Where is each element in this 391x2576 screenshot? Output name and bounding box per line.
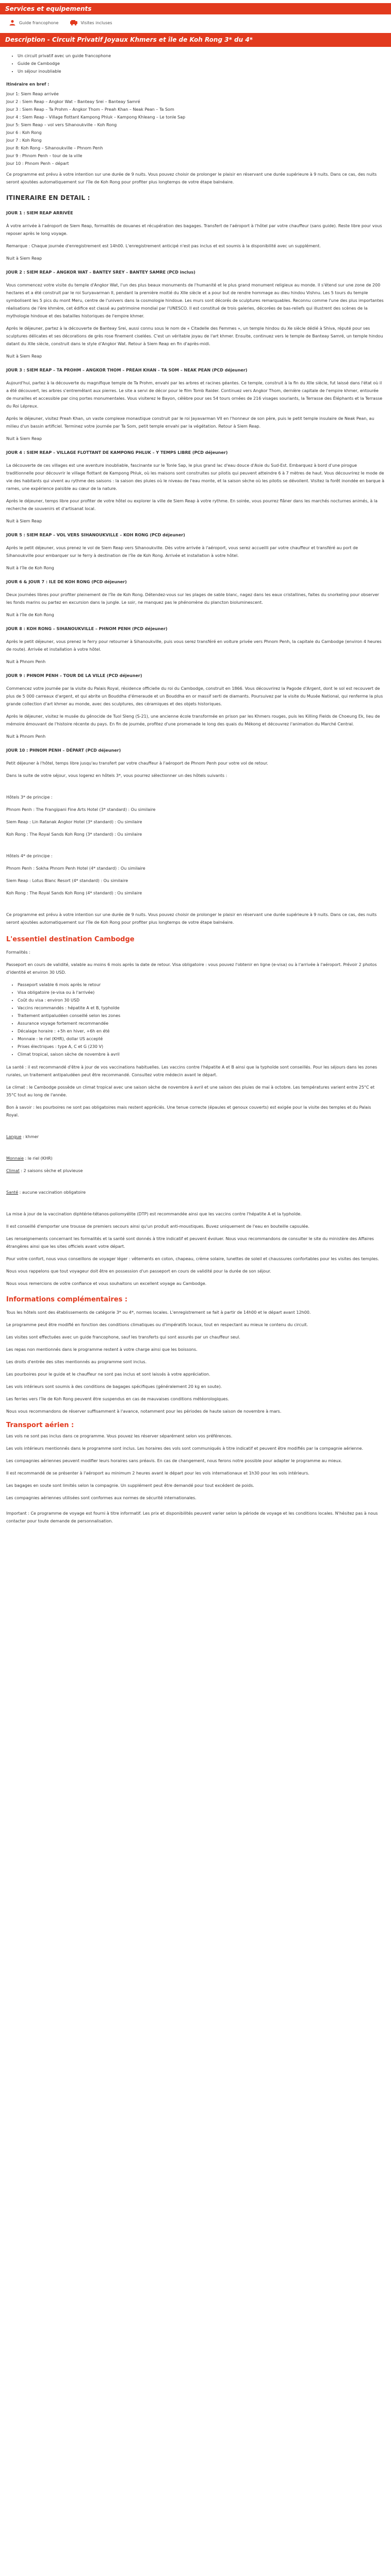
included-guide xyxy=(8,19,58,27)
essential-item: • Prises électriques : type A, C et G (230 V) xyxy=(18,1043,385,1050)
essential-list xyxy=(6,981,385,1058)
info-paragraph: Nous vous rappelons que tout voyageur doit être en possession d'un passeport en cours de validité pour la durée de son séjour. xyxy=(6,1269,271,1274)
day-title: JOUR 4 : SIEM REAP – VILLAGE FLOTTANT DE KAMPONG PHLUK – Y TEMPS LIBRE (PCD déjeuner) xyxy=(6,450,228,455)
services-title-bar xyxy=(0,3,391,14)
day-title: JOUR 3 : SIEM REAP – TA PROHM – ANGKOR THOM – PREAH KHAN – TA SOM – NEAK PEAN (PCD déjeuner) xyxy=(6,368,248,372)
transport-paragraph: Les compagnies aériennes utilisées sont conformes aux normes de sécurité internationales. xyxy=(6,1496,197,1500)
day-title: JOUR 1 : SIEM REAP ARRIVÉE xyxy=(6,211,73,215)
day-title: JOUR 6 & JOUR 7 : ILE DE KOH RONG (PCD déjeuner) xyxy=(6,580,127,584)
itinerary-brief-list xyxy=(6,90,385,167)
itinerary-brief-item: Jour 10 : Phnom Penh – départ xyxy=(6,161,69,166)
essential-item: • Passeport valable 6 mois après le retour xyxy=(18,981,385,989)
essential-paragraph: Passeport en cours de validité, valable au moins 6 mois après la date de retour. Visa obligatoire : vous pouvez l'obtenir en ligne (e-visa) ou à l'arrivée à l'aéroport. Prévoir 2 photos d'identité et environ 30 USD. xyxy=(6,962,377,975)
hotel-line: Koh Rong : The Royal Sands Koh Rong (4* standard) : Ou similaire xyxy=(6,891,142,895)
itinerary-brief-item: Jour 4 : Siem Reap – Village flottant Kampong Phluk – Kampong Khleang – Le tonle Sap xyxy=(6,115,186,120)
itinerary-brief-item: Jour 9 : Phnom Penh – tour de la ville xyxy=(6,154,83,158)
day-night: Nuit à Siem Reap xyxy=(6,519,42,523)
essential-item: • Assurance voyage fortement recommandée xyxy=(18,1020,385,1027)
day-paragraph: Vous commencez votre visite du temple d'Angkor Wat, l'un des plus beaux monuments de l'humanité et le plus grand monument religieux au monde. Il s'étend sur une zone de 200 hectares et a été construit par le roi Suryavarman II, pendant la première moitié du XIIe siècle et a pour but de rendre hommage au dieu hindou Vishnu. Les 5 tours du temple symbolisent les 5 pics du mont Meru, centre de l'univers dans la cosmologie hindoue. Les murs sont décorés de sculptures remarquables. Reconnu comme l'une des plus importantes réalisations de l'ère khmère, cet édifice est classé au patrimoine mondial par l'UNESCO. Il est constitué de trois galeries, décorées de bas-reliefs qui illustrent des scènes de la mythologie hindoue et des batailles historiques de l'empire khmer. xyxy=(6,283,384,318)
info-paragraph: Les vols intérieurs sont soumis à des conditions de bagages spécifiques (généralement 20 kg en soute). xyxy=(6,1384,222,1389)
kv-value: aucune vaccination obligatoire xyxy=(22,1190,86,1195)
day-night: Nuit à Phnom Penh xyxy=(6,659,46,664)
essential-item: • Vaccins recommandés : hépatite A et B, typhoïde xyxy=(18,1004,385,1012)
info-paragraph: Nous vous recommandons de réserver suffisamment à l'avance, notamment pour les périodes de haute saison de novembre à mars. xyxy=(6,1409,282,1414)
info-title: Informations complémentaires : xyxy=(6,1296,128,1303)
info-paragraph: Les droits d'entrée des sites mentionnés au programme sont inclus. xyxy=(6,1360,147,1364)
itinerary-brief-title: Itinéraire en bref : xyxy=(6,82,50,87)
day-paragraph: Après le déjeuner, temps libre pour profiter de votre hôtel ou explorer la ville de Siem Reap à votre rythme. En soirée, vous pourrez flâner dans les marchés nocturnes animés, à la recherche de souvenirs et d'artisanat local. xyxy=(6,499,378,511)
transport-paragraph: Les compagnies aériennes peuvent modifier leurs horaires sans préavis. En cas de changement, nous ferons notre possible pour adapter le programme au mieux. xyxy=(6,1459,343,1463)
hotels-4-title: Hôtels 4* de principe : xyxy=(6,854,53,858)
transport-paragraph: Les vols ne sont pas inclus dans ce programme. Vous pouvez les réserver séparément selon vos préférences. xyxy=(6,1434,233,1438)
info-paragraph: Pour votre confort, nous vous conseillons de voyager léger : vêtements en coton, chapeau, crème solaire, lunettes de soleil et chaussures confortables pour les visites des temples. xyxy=(6,1257,379,1261)
kv-monnaie: Monnaie : le riel (KHR) xyxy=(6,1156,53,1161)
day-1 xyxy=(6,209,385,262)
day-title: JOUR 8 : KOH RONG – SIHANOUKVILLE – PHNOM PENH (PCD déjeuner) xyxy=(6,626,168,631)
footer-note: Important : Ce programme de voyage est fourni à titre informatif. Les prix et disponibilités peuvent varier selon la période de voyage et les conditions locales. N'hésitez pas à nous contacter pour toute demande de personnalisation. xyxy=(6,1511,378,1523)
vehicle-icon xyxy=(70,20,78,26)
description-title-bar xyxy=(0,33,391,47)
kv-key: Santé xyxy=(6,1190,19,1195)
info-paragraph: Les pourboires pour le guide et le chauffeur ne sont pas inclus et sont laissés à votre appréciation. xyxy=(6,1372,210,1377)
itinerary-brief-item: Jour 5: Siem Reap – vol vers Sihanoukville – Koh Rong xyxy=(6,123,117,127)
outro-paragraph: Ce programme est prévu à votre intention sur une durée de 9 nuits. Vous pouvez choisir de prolonger le plaisir en réservant une durée supérieure à 9 nuits. Dans ce cas, des nuits seront ajoutées automatiquement sur l'île de Koh Rong pour profiter plus longtemps de votre étape balnéaire. xyxy=(6,912,377,925)
intro-paragraph: Ce programme est prévu à votre intention sur une durée de 9 nuits. Vous pouvez choisir de prolonger le plaisir en réservant une durée supérieure à 9 nuits. Dans ce cas, des nuits seront ajoutées automatiquement sur l'île de Koh Rong pour profiter plus longtemps de votre étape balnéaire. xyxy=(6,172,377,184)
essential-item: • Climat tropical, saison sèche de novembre à avril xyxy=(18,1050,385,1058)
day-paragraph: Petit déjeuner à l'hôtel, temps libre jusqu'au transfert par votre chauffeur à l'aéroport de Phnom Penh pour votre vol de retour. xyxy=(6,761,268,766)
hotels-3-block xyxy=(6,793,385,838)
essential-title: L'essentiel destination Cambodge xyxy=(6,936,135,943)
info-paragraph: Il est conseillé d'emporter une trousse de premiers secours ainsi qu'un produit anti-moustiques. Buvez uniquement de l'eau en bouteille capsulée. xyxy=(6,1224,309,1229)
hotels-3-title: Hôtels 3* de principe : xyxy=(6,795,53,800)
day-paragraph: Après le déjeuner, visitez le musée du génocide de Tuol Sleng (S-21), une ancienne école transformée en prison par les Khmers rouges, puis les Killing Fields de Choeung Ek, lieu de mémoire émouvant de l'histoire récente du pays. En fin de journée, profitez d'une promenade le long des quais du Mékong et découvrez l'animation du Marché Central. xyxy=(6,714,380,726)
itinerary-brief-item: Jour 1: Siem Reap arrivée xyxy=(6,92,59,96)
hotel-line: Siem Reap : Lin Ratanak Angkor Hotel (3* standard) : Ou similaire xyxy=(6,820,142,824)
included-visits-label: Visites incluses xyxy=(80,20,112,25)
essential-item: • Coût du visa : environ 30 USD xyxy=(18,996,385,1004)
day-paragraph: Aujourd'hui, partez à la découverte du magnifique temple de Ta Prohm, envahi par les arbres et racines géantes. Ce temple, construit à la fin du XIIe siècle, fut laissé dans l'état où il a été découvert, les arbres s'entremêlant aux pierres. Le site a servi de décor pour le film Tomb Raider. Continuez vers Angkor Thom, dernière capitale de l'empire khmer, entourée de murailles et accessible par cinq portes monumentales. Vous visiterez le Bayon, célèbre pour ses 54 tours ornées de 216 visages souriants, la Terrasse des Éléphants et la Terrasse du Roi Lépreux. xyxy=(6,381,383,409)
included-visits xyxy=(70,19,112,27)
essential-paragraph: La santé : il est recommandé d'être à jour de vos vaccinations habituelles. Les vaccins contre l'hépatite A et B ainsi que la typhoïde sont conseillés. Pour les séjours dans les zones rurales, un traitement antipaludéen peut être recommandé. Consultez votre médecin avant le départ. xyxy=(6,1065,378,1077)
day-night: Nuit à Phnom Penh xyxy=(6,734,46,739)
info-paragraph: Tous les hôtels sont des établissements de catégorie 3* ou 4*, normes locales. L'enregistrement se fait à partir de 14h00 et le départ avant 12h00. xyxy=(6,1310,311,1315)
essential-item: • Monnaie : le riel (KHR), dollar US accepté xyxy=(18,1035,385,1043)
itinerary-brief-item: Jour 2 : Siem Reap – Angkor Wat – Banteay Srei – Banteay Samré xyxy=(6,99,140,104)
info-paragraph: Nous vous remercions de votre confiance et vous souhaitons un excellent voyage au Cambodge. xyxy=(6,1281,207,1286)
hotel-line: Siem Reap : Lotus Blanc Resort (4* standard) : Ou similaire xyxy=(6,878,128,883)
essential-item: • Visa obligatoire (e-visa ou à l'arrivée) xyxy=(18,989,385,996)
essential-item: • Traitement antipaludéen conseillé selon les zones xyxy=(18,1012,385,1020)
transport-paragraph: Les vols intérieurs mentionnés dans le programme sont inclus. Les horaires des vols sont communiqués à titre indicatif et peuvent être modifiés par la compagnie aérienne. xyxy=(6,1446,364,1451)
highlight-item: • Guide de Cambodge xyxy=(18,60,385,67)
kv-climat: Climat : 2 saisons sèche et pluvieuse xyxy=(6,1168,83,1173)
kv-value: khmer xyxy=(25,1134,39,1139)
essential-paragraph: Le climat : le Cambodge possède un climat tropical avec une saison sèche de novembre à avril et une saison des pluies de mai à octobre. Les températures varient entre 25°C et 35°C tout au long de l'année. xyxy=(6,1085,374,1097)
included-guide-label: Guide francophone xyxy=(19,20,59,25)
included-services xyxy=(0,14,391,31)
day-title: JOUR 5 : SIEM REAP – VOL VERS SIHANOUKVILLE – KOH RONG (PCD déjeuner) xyxy=(6,533,185,537)
highlight-item: • Un circuit privatif avec un guide francophone xyxy=(18,52,385,60)
day-paragraph: Après le petit déjeuner, vous prenez le vol de Siem Reap vers Sihanoukville. Dès votre arrivée à l'aéroport, vous serez accueilli par votre chauffeur et transféré au port de Sihanoukville pour embarquer sur le ferry à destination de l'île de Koh Rong. Arrivée et installation à votre hôtel. xyxy=(6,546,358,558)
info-paragraph: La mise à jour de la vaccination diphtérie-tétanos-poliomyélite (DTP) est recommandée ainsi que les vaccins contre l'hépatite A et la typhoïde. xyxy=(6,1212,302,1216)
highlight-item: • Un séjour inoubliable xyxy=(18,67,385,75)
essential-paragraph: Bon à savoir : les pourboires ne sont pas obligatoires mais restent appréciés. Une tenue correcte (épaules et genoux couverts) est exigée pour la visite des temples et du Palais Royal. xyxy=(6,1105,371,1117)
description-title: Description - Circuit Privatif Joyaux Khmers et île de Koh Rong 3* du 4* xyxy=(5,36,253,43)
day-paragraph: Deux journées libres pour profiter pleinement de l'île de Koh Rong. Détendez-vous sur les plages de sable blanc, nagez dans les eaux cristallines, faites du snorkeling pour observer les fonds marins ou partez en excursion dans la jungle. Le soir, ne manquez pas le phénomène du plancton bioluminescent. xyxy=(6,592,379,605)
day-3 xyxy=(6,366,385,443)
info-paragraph: Les renseignements concernant les formalités et la santé sont donnés à titre indicatif et peuvent évoluer. Nous vous recommandons de consulter le site du ministère des Affaires étrangères ainsi que les sites officiels avant votre départ. xyxy=(6,1236,374,1249)
guide-icon xyxy=(8,20,17,26)
itinerary-detail-title: ITINERAIRE EN DETAIL : xyxy=(6,194,90,201)
kv-key: Monnaie xyxy=(6,1156,24,1161)
day-paragraph: La découverte de ces villages est une aventure inoubliable, fascinante sur le Tonle Sap, le plus grand lac d'eau douce d'Asie du Sud-Est. Embarquez à bord d'une pirogue traditionnelle pour découvrir le village flottant de Kampong Phluk, où les maisons sont construites sur pilotis qui peuvent atteindre 6 à 7 mètres de haut. Vous découvrirez le mode de vie des habitants qui vivent au rythme des saisons : la saison des pluies où le niveau de l'eau monte, et la saison sèche où les pilotis se dévoilent. Visitez la forêt inondée en barque à rames, une expérience paisible au cœur de la nature. xyxy=(6,463,385,491)
day-paragraph: À votre arrivée à l'aéroport de Siem Reap, formalités de douanes et récupération des bagages. Transfert de l'aéroport à l'hôtel par votre chauffeur (sans guide). Reste libre pour vous reposer après le long voyage. xyxy=(6,224,382,236)
kv-key: Climat xyxy=(6,1168,20,1173)
day-paragraph: Après le déjeuner, partez à la découverte de Banteay Srei, aussi connu sous le nom de « Citadelle des Femmes », un temple hindou du Xe siècle dédié à Shiva, réputé pour ses sculptures délicates et ses décorations de grès rose finement ciselées. C'est un véritable joyau de l'art khmer. Ensuite, continuez vers le temple de Banteay Samré, un temple hindou datant du XIIe siècle, construit dans le style d'Angkor Wat. Retour à Siem Reap en fin d'après-midi. xyxy=(6,326,383,346)
hotel-line: Phnom Penh : Sokha Phnom Penh Hotel (4* standard) : Ou similaire xyxy=(6,866,145,871)
day-paragraph: Commencez votre journée par la visite du Palais Royal, résidence officielle du roi du Cambodge, construit en 1866. Vous découvrirez la Pagode d'Argent, dont le sol est recouvert de plus de 5 000 carreaux d'argent, et qui abrite un Bouddha d'émeraude et un Bouddha en or massif serti de diamants. Poursuivez par la visite du Musée National, qui renferme la plus grande collection d'art khmer au monde, avec des sculptures, des céramiques et des objets historiques. xyxy=(6,686,383,706)
day-5 xyxy=(6,531,385,572)
transport-paragraph: Les bagages en soute sont limités selon la compagnie. Un supplément peut être demandé pour tout excédent de poids. xyxy=(6,1483,254,1488)
services-title: Services et equipements xyxy=(5,5,92,12)
hotel-line: Koh Rong : The Royal Sands Koh Rong (3* standard) : Ou similaire xyxy=(6,832,142,837)
info-paragraph: Les repas non mentionnés dans le programme restent à votre charge ainsi que les boissons. xyxy=(6,1347,198,1352)
day-6-7 xyxy=(6,578,385,619)
itinerary-brief-item: Jour 6 : Koh Rong xyxy=(6,130,42,135)
day-9 xyxy=(6,672,385,740)
transport-title: Transport aérien : xyxy=(6,1421,74,1429)
kv-value: le riel (KHR) xyxy=(27,1156,53,1161)
kv-value: 2 saisons sèche et pluvieuse xyxy=(23,1168,83,1173)
day-paragraph: Dans la suite de votre séjour, vous logerez en hôtels 3*, vous pourrez sélectionner un des hôtels suivants : xyxy=(6,773,227,778)
day-night: Nuit à l'île de Koh Rong xyxy=(6,613,54,617)
document-page xyxy=(0,3,391,1540)
info-paragraph: Les ferries vers l'île de Koh Rong peuvent être suspendus en cas de mauvaises conditions météorologiques. xyxy=(6,1397,230,1401)
hotel-line: Phnom Penh : The Frangipani Fine Arts Hotel (3* standard) : Ou similaire xyxy=(6,807,156,812)
info-paragraph: Le programme peut être modifié en fonction des conditions climatiques ou d'impératifs locaux, tout en respectant au mieux le contenu du circuit. xyxy=(6,1323,308,1327)
day-night: Nuit à Siem Reap xyxy=(6,354,42,359)
essential-paragraph: Formalités : xyxy=(6,950,30,955)
info-paragraph: Les visites sont effectuées avec un guide francophone, sauf les transferts qui sont assurés par un chauffeur seul. xyxy=(6,1335,240,1340)
itinerary-brief-item: Jour 3 : Siem Reap – Ta Prohm – Angkor Thom – Preah Khan – Neak Pean – Ta Som xyxy=(6,107,174,112)
highlights-list xyxy=(6,52,385,75)
description-content xyxy=(0,47,391,1540)
day-4 xyxy=(6,449,385,525)
day-title: JOUR 10 : PHNOM PENH – DÉPART (PCD déjeuner) xyxy=(6,748,121,753)
itinerary-brief-item: Jour 7 : Koh Rong xyxy=(6,138,42,143)
day-8 xyxy=(6,625,385,666)
day-paragraph: Après le petit déjeuner, vous prenez le ferry pour retourner à Sihanoukville, puis vous serez transféré en voiture privée vers Phnom Penh, la capitale du Cambodge (environ 4 heures de route). Arrivée et installation à votre hôtel. xyxy=(6,639,382,652)
day-title: JOUR 9 : PHNOM PENH – TOUR DE LA VILLE (PCD déjeuner) xyxy=(6,673,142,678)
essential-item: • Décalage horaire : +5h en hiver, +6h en été xyxy=(18,1027,385,1035)
hotels-4-block xyxy=(6,852,385,897)
day-night: Nuit à Siem Reap xyxy=(6,436,42,441)
day-night: Nuit à l'île de Koh Rong xyxy=(6,566,54,570)
itinerary-brief-item: Jour 8: Koh Rong – Sihanoukville – Phnom Penh xyxy=(6,146,103,150)
day-title: JOUR 2 : SIEM REAP – ANGKOR WAT – BANTEY SREY – BANTEY SAMRE (PCD inclus) xyxy=(6,270,196,275)
day-night: Nuit à Siem Reap xyxy=(6,256,42,261)
kv-key: Langue xyxy=(6,1134,22,1139)
day-paragraph: Après le déjeuner, visitez Preah Khan, un vaste complexe monastique construit par le roi Jayavarman VII en l'honneur de son père, puis le petit temple insulaire de Neak Pean, au milieu d'un bassin artificiel. Terminez votre journée par Ta Som, petit temple envahi par la végétation. Retour à Siem Reap. xyxy=(6,416,374,429)
kv-sante: Santé : aucune vaccination obligatoire xyxy=(6,1190,86,1195)
transport-paragraph: Il est recommandé de se présenter à l'aéroport au minimum 2 heures avant le départ pour les vols internationaux et 1h30 pour les vols intérieurs. xyxy=(6,1471,309,1476)
day-paragraph: Remarque : Chaque journée d'enregistrement est 14h00. L'enregistrement anticipé n'est pas inclus et est soumis à la disponibilité avec un supplément. xyxy=(6,244,321,248)
day-2 xyxy=(6,268,385,360)
day-10 xyxy=(6,747,385,779)
kv-langue: Langue : khmer xyxy=(6,1134,39,1139)
